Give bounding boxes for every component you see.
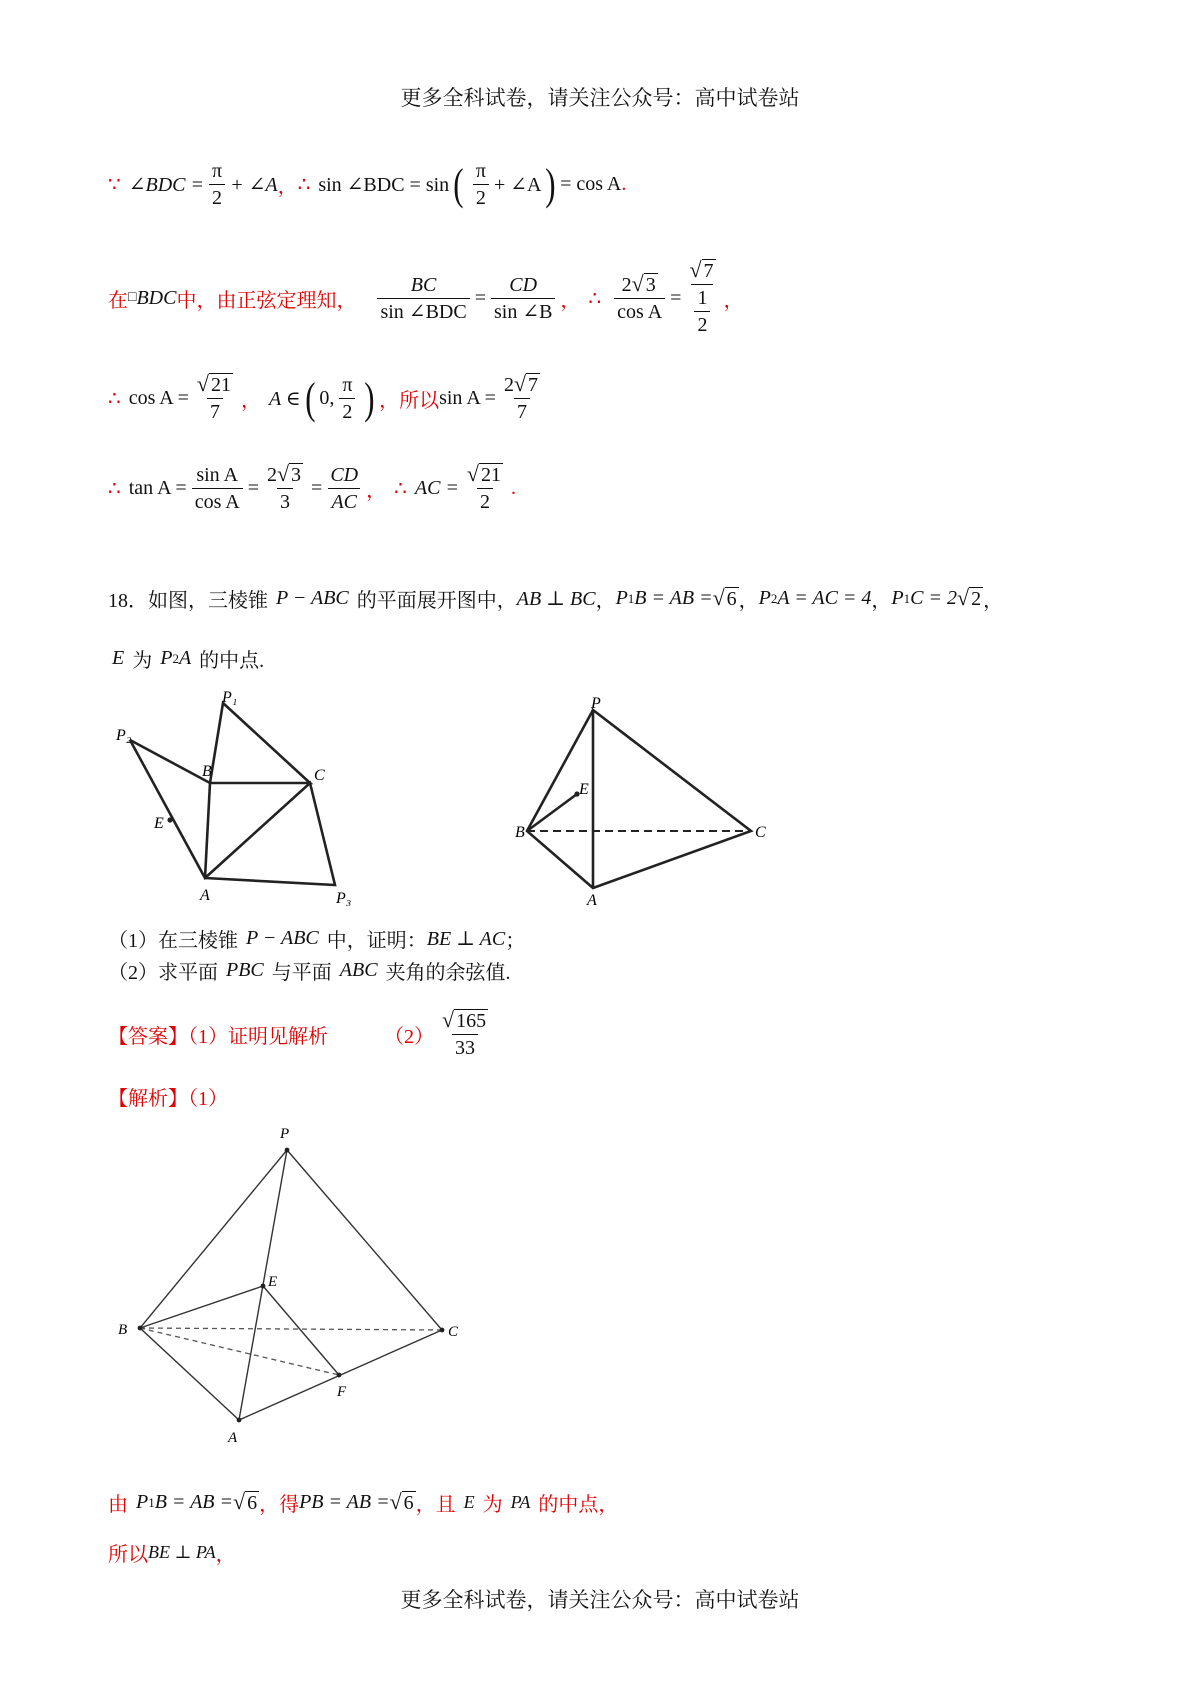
pi-over-2-fraction: $\frac{\pi}{2}$: [209, 158, 225, 211]
label-b: B: [118, 1322, 128, 1338]
answer-label: 【答案】（1）证明见解析: [108, 1026, 328, 1048]
sub-question-1: （1）在三棱锥 P − ABC 中，证明： BE ⊥ AC ；: [108, 927, 526, 952]
label-c: C: [314, 767, 325, 784]
label-c: C: [448, 1324, 459, 1340]
two-root3-over-cos-a: 2 √ 3 cos A: [614, 272, 665, 325]
root7-over-half: √ 7 $\frac{1}{2}$: [689, 257, 714, 336]
label-p1: P₁: [222, 689, 238, 706]
sine-law-text: 中，由正弦定理知，: [176, 289, 357, 312]
label-b: B: [515, 824, 525, 841]
tetrahedron-diagram: [515, 695, 785, 909]
label-p3: P₃: [336, 890, 352, 907]
solution-line-2: 在 □ BDC 中，由正弦定理知， $\frac{BC}{\text{sin ∠BDC}}$ = $\frac{CD}{\sin \angle B}$ ， ∴ 2 √ 3 cos A = √ 7 $\frac{1}{2}$ ，: [108, 257, 744, 336]
label-a: A: [587, 892, 597, 909]
therefore-symbol: ∴: [297, 174, 311, 196]
analysis-label: 【解析】（1）: [108, 1088, 228, 1110]
plus-angle-a: + ∠A: [230, 174, 278, 196]
page-footer: 更多全科试卷，请关注公众号：高中试卷站: [400, 1588, 800, 1612]
label-b: B: [202, 763, 212, 780]
solution-step-2: 所以 BE ⊥ PA ，: [108, 1542, 236, 1566]
question-18-text-2: E 为 P 2 A 的中点.: [112, 647, 265, 672]
because-symbol: ∵: [108, 174, 121, 196]
label-e: E: [154, 815, 164, 832]
label-p2: P₂: [116, 727, 132, 744]
angle-bdc-lhs: ∠BDC =: [128, 174, 204, 196]
answer-line: 【答案】（1）证明见解析 （2） √ 165 33: [108, 1008, 496, 1061]
cd-over-sin-b: $\frac{CD}{\sin \angle B}$: [491, 272, 555, 325]
eq-cos-a: = cos A: [560, 173, 622, 195]
solution-step-1: 由 P 1 B = AB = √ 6 ，得 PB = AB = √ 6 ，且 E 为 PA 的中点，: [108, 1489, 619, 1516]
root21-over-7: √ 21 7: [196, 371, 231, 423]
label-e: E: [579, 781, 589, 798]
solution-line-1: ∵ ∠BDC = $\frac{\pi}{2}$ + ∠A ， ∴ sin ∠BDC = sin ( $\frac{\pi}{2}$ + ∠A ) = cos A .: [108, 159, 627, 209]
label-e: E: [268, 1274, 278, 1290]
solution-line-3: ∴ cos A = √ 21 7 ， A ∈ ( 0, $\frac{\pi}{2}$ ) ， 所以 sin A = 2 √ 7 7: [108, 372, 548, 425]
label-a: A: [228, 1430, 238, 1446]
net-diagram: [110, 690, 400, 910]
label-f: F: [337, 1384, 347, 1400]
label-p: P: [591, 695, 601, 712]
label-c: C: [755, 824, 766, 841]
solution-line-4: ∴ tan A = $\frac{\text{sin A}}{\text{cos A}}$ = 2 √ 3 3 = $\frac{CD}{AC}$ ， ∴ AC = √ 21 2 .: [108, 461, 516, 513]
sub-question-2: （2）求平面 PBC 与平面 ABC 夹角的余弦值.: [108, 959, 511, 984]
question-18-text: 18．如图，三棱锥 P − ABC 的平面展开图中， AB ⊥ BC ， P 1 B = AB = √ 6 ， P 2 A = AC = 4 ， P 1 C = 2 √ 2 ，: [108, 585, 1004, 612]
page-header: 更多全科试卷，请关注公众号：高中试卷站: [400, 86, 800, 110]
two-root7-over-7: 2 √ 7 7: [503, 371, 539, 423]
label-a: A: [200, 887, 210, 904]
bc-over-sin-bdc: $\frac{BC}{\text{sin ∠BDC}}$: [377, 272, 469, 325]
sin-bdc-expr: sin ∠BDC = sin: [318, 174, 450, 196]
label-p: P: [280, 1126, 290, 1142]
solution-diagram: [108, 1118, 468, 1448]
root165-over-33: √ 165 33: [442, 1007, 487, 1059]
